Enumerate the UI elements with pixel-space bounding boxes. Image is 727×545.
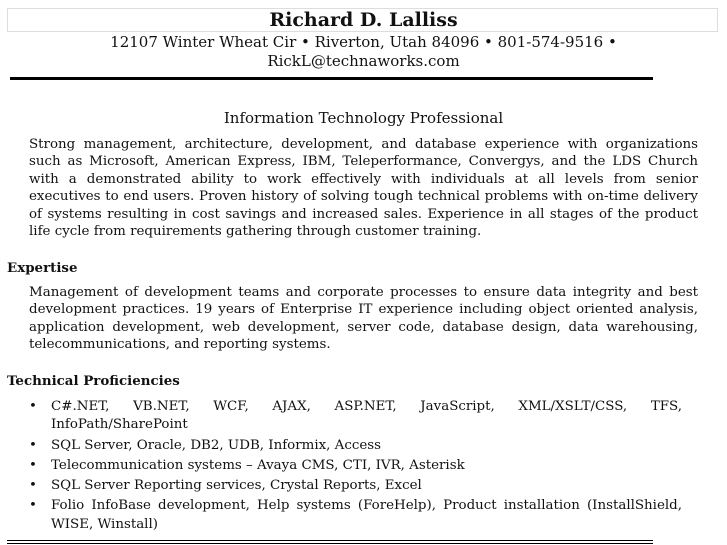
technical-proficiencies-list bbox=[29, 398, 682, 536]
bullet-icon: • bbox=[29, 498, 37, 514]
list-item bbox=[29, 457, 682, 475]
bullet-icon: • bbox=[29, 437, 37, 453]
list-item-text: C#.NET, VB.NET, WCF, AJAX, ASP.NET, JavaScript, XML/XSLT/CSS, TFS, InfoPath/SharePoint bbox=[51, 399, 682, 433]
list-item-text: SQL Server Reporting services, Crystal Reports, Excel bbox=[51, 478, 422, 494]
list-item bbox=[29, 477, 682, 495]
bullet-icon: • bbox=[29, 399, 37, 414]
expertise-heading: Expertise bbox=[7, 260, 78, 276]
list-item-text: Telecommunication systems – Avaya CMS, CTI, IVR, Asterisk bbox=[51, 457, 465, 473]
section-divider bbox=[7, 540, 653, 544]
list-item bbox=[29, 497, 682, 534]
profile-title-text: Information Technology Professional bbox=[223, 109, 504, 127]
technical-proficiencies-heading: Technical Proficiencies bbox=[7, 373, 180, 389]
contact-address-line: 12107 Winter Wheat Cir • Riverton, Utah 84096 • 801-574-9516 • bbox=[110, 33, 617, 51]
list-item-text: SQL Server, Oracle, DB2, UDB, Informix, Access bbox=[51, 437, 382, 453]
list-item-text: Folio InfoBase development, Help systems (ForeHelp), Product installation (InstallShield, WISE, Winstall) bbox=[51, 498, 682, 532]
contact-email: RickL@technaworks.com bbox=[267, 52, 460, 70]
expertise-text: Management of development teams and corporate processes to ensure data integrity and best development practices. 19 years of Enterprise IT experience including object oriented analysis, application development, web development, server code, database design, data warehousing, telecommunications, and reporting systems. bbox=[29, 285, 698, 353]
profile-title bbox=[0, 108, 727, 128]
bullet-icon: • bbox=[29, 457, 37, 473]
contact-info bbox=[60, 33, 667, 71]
list-item bbox=[29, 398, 682, 435]
bullet-icon: • bbox=[29, 478, 37, 494]
resume-name: Richard D. Lalliss bbox=[269, 9, 458, 31]
profile-summary: Strong management, architecture, development, and database experience with organizations such as Microsoft, American Express, IBM, Teleperformance, Convergys, and the LDS Church with a demonstrated ability to work effectively with individuals at all levels from senior executives to end users. Proven history of solving tough technical problems with on-time delivery of systems resulting in cost savings and increased sales. Experience in all stages of the product life cycle from requirements gathering through customer training. bbox=[29, 137, 698, 240]
list-item bbox=[29, 437, 682, 455]
header-divider bbox=[10, 77, 653, 80]
